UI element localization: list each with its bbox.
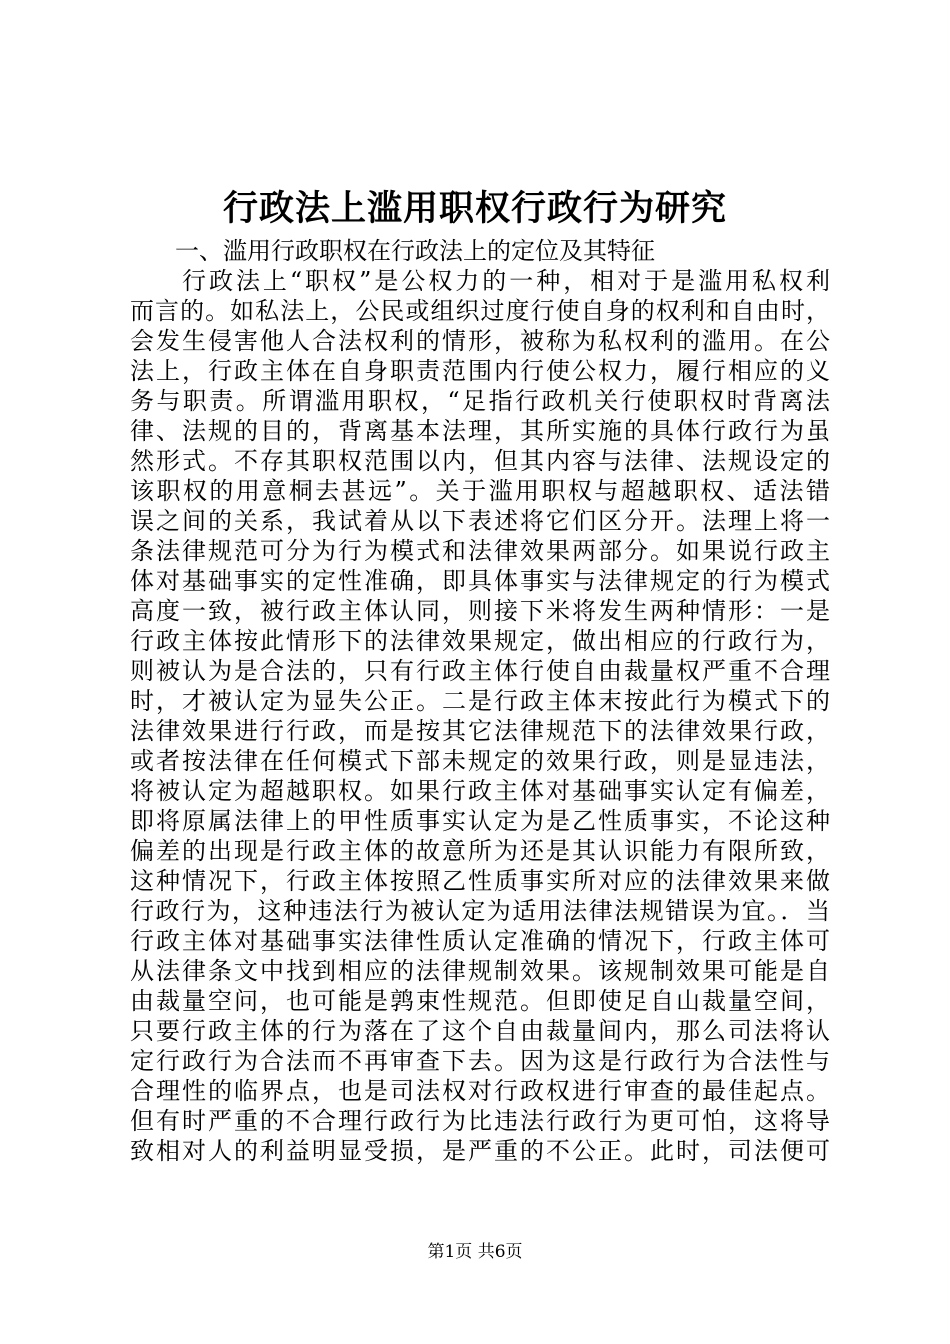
paragraph-line: 这种情况下，行政主体按照乙性质事实所对应的法律效果来做 [130,867,830,895]
paragraph-line: 体对基础事实的定性准确，即具体事实与法律规定的行为模式 [130,567,830,595]
paragraph-line: 但有时严重的不合理行政行为比违法行政行为更可怕，这将导 [130,1107,830,1135]
paragraph-line: 从法律条文中找到相应的法律规制效果。该规制效果可能是自 [130,957,830,985]
paragraph-line: 定行政行为合法而不再审查下去。因为这是行政行为合法性与 [130,1047,830,1075]
paragraph-line: 将被认定为超越职权。如果行政主体对基础事实认定有偏差， [130,777,830,805]
paragraph-line: 致相对人的利益明显受损，是严重的不公正。此时，司法便可 [130,1137,830,1165]
paragraph-line: 时，才被认定为显失公正。二是行政主体末按此行为模式下的 [130,687,830,715]
document-title: 行政法上滥用职权行政行为研究 [222,188,727,229]
paragraph-line: 误之间的关系，我试着从以下表述将它们区分开。法理上将一 [130,507,830,535]
paragraph-line: 只要行政主体的行为落在了这个自由裁量间内，那么司法将认 [130,1017,830,1045]
paragraph-line: 行政行为，这种违法行为被认定为适用法律法规错误为宜。．当 [130,897,830,925]
paragraph-line: 偏差的出现是行政主体的故意所为还是其认识能力有限所致， [130,837,830,865]
paragraph-line: 条法律规范可分为行为模式和法律效果两部分。如果说行政主 [130,537,830,565]
paragraph-line: 行政主体对基础事实法律性质认定准确的情况下，行政主体可 [130,927,830,955]
paragraph-line: 会发生侵害他人合法权利的情形，被称为私权利的滥用。在公 [130,327,830,355]
page-number-footer: 第1页 共6页 [427,1242,523,1262]
paragraph-line: 行政主体按此情形下的法律效果规定，做出相应的行政行为， [130,627,830,655]
paragraph-line: 法律效果进行行政，而是按其它法律规范下的法律效果行政， [130,717,830,745]
paragraph-line: 或者按法律在任何模式下部未规定的效果行政，则是显违法， [130,747,830,775]
paragraph-line: 由裁量空问，也可能是鹑束性规范。但即使足自山裁量空间， [130,987,830,1015]
paragraph-line: 行政法上“职权”是公权力的一种，相对于是滥用私权利 [182,267,830,295]
paragraph-line: 高度一致，被行政主体认同，则接下米将发生两种情形：一是 [130,597,830,625]
section-heading: 一、滥用行政职权在行政法上的定位及其特征 [175,237,655,265]
paragraph-line: 然形式。不存其职权范围以内，但其内容与法律、法规设定的 [130,447,830,475]
paragraph-line: 务与职责。所谓滥用职权，“足指行政机关行使职权时背离法 [130,387,830,415]
body-paragraph [130,266,830,1166]
paragraph-line: 律、法规的目的，背离基本法理，其所实施的具体行政行为虽 [130,417,830,445]
paragraph-line: 合理性的临界点，也是司法权对行政权进行审查的最佳起点。 [130,1077,830,1105]
paragraph-line: 该职权的用意桐去甚远”。关于滥用职权与超越职权、适法错 [130,477,830,505]
paragraph-line: 则被认为是合法的，只有行政主体行使自由裁量权严重不合理 [130,657,830,685]
paragraph-line: 法上，行政主体在自身职责范围内行使公权力，履行相应的义 [130,357,830,385]
paragraph-line: 即将原属法律上的甲性质事实认定为是乙性质事实，不论这种 [130,807,830,835]
paragraph-line: 而言的。如私法上，公民或组织过度行使自身的权利和自由时， [130,297,830,325]
